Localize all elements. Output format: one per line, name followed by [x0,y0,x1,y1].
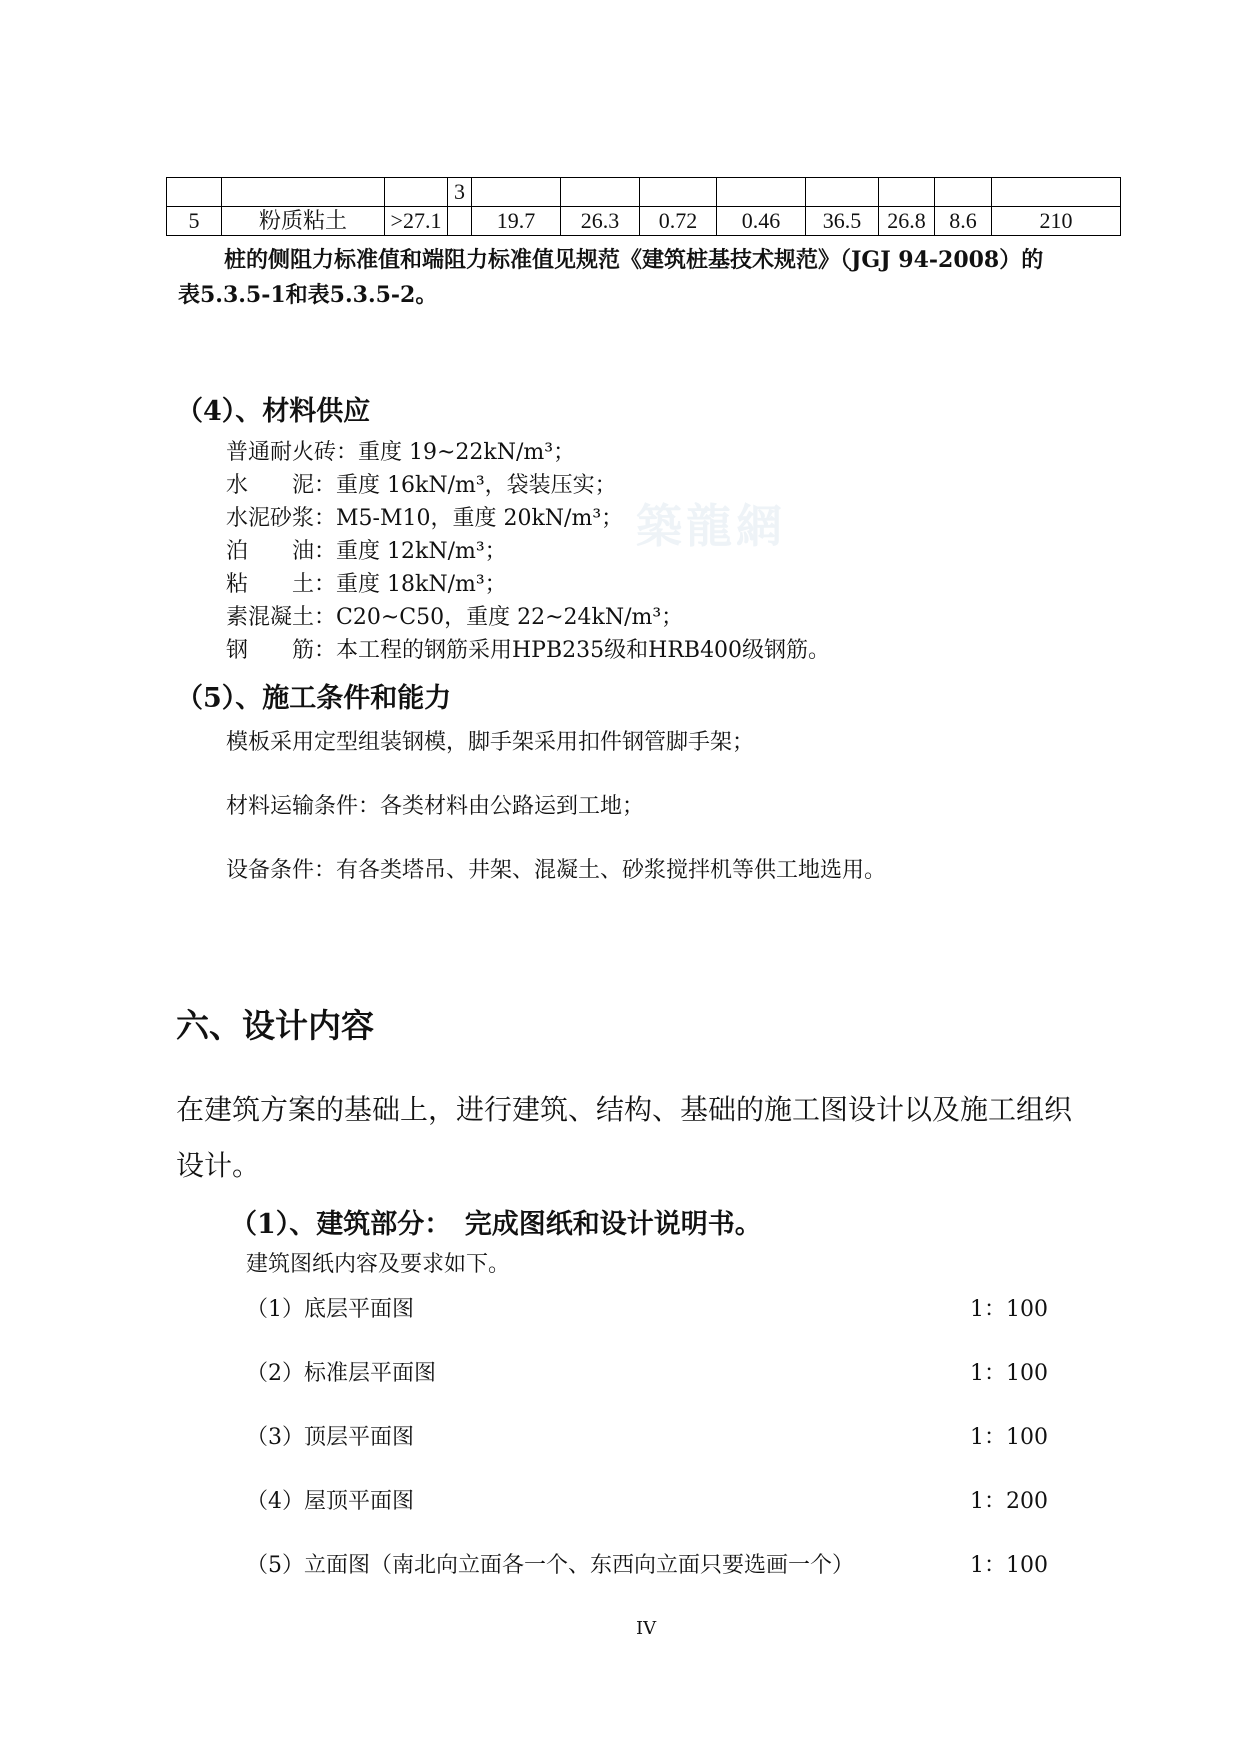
material-item: 水泥砂浆：M5-M10，重度 20kN/m³； [226,506,624,531]
table-cell [992,178,1121,207]
table-cell [717,178,806,207]
table-cell [561,178,640,207]
drawing-item: （3）顶层平面图 [246,1425,414,1450]
drawing-scale: 1：100 [970,1425,1048,1450]
table-cell [879,178,935,207]
construction-item: 设备条件：有各类塔吊、井架、混凝土、砂浆搅拌机等供工地选用。 [226,858,887,883]
materials-heading: （4）、材料供应 [176,396,371,427]
drawing-item: （2）标准层平面图 [246,1361,436,1386]
drawing-scale: 1：100 [970,1361,1048,1386]
drawing-scale: 1：100 [970,1297,1048,1322]
material-item: 普通耐火砖：重度 19~22kN/m³； [226,440,576,465]
design-intro-line1: 在建筑方案的基础上，进行建筑、结构、基础的施工图设计以及施工组织 [176,1093,1073,1126]
section-heading: 六、设计内容 [176,1006,374,1045]
table-cell: >27.1 [385,207,448,236]
table-cell: 26.8 [879,207,935,236]
table-cell [385,178,448,207]
pile-note-line2: 表5.3.5-1和表5.3.5-2。 [178,282,438,308]
table-row [167,207,1121,236]
table-cell: 210 [992,207,1121,236]
material-item: 钢 筋：本工程的钢筋采用HPB235级和HRB400级钢筋。 [226,638,831,663]
table-cell [806,178,879,207]
soil-properties-table [166,177,1121,236]
table-cell [640,178,717,207]
drawing-item: （4）屋顶平面图 [246,1489,414,1514]
pile-note-line1: 桩的侧阻力标准值和端阻力标准值见规范《建筑桩基技术规范》（JGJ 94-2008）的 [224,247,1044,273]
architecture-heading: （1）、建筑部分： 完成图纸和设计说明书。 [230,1209,762,1240]
table-cell [222,178,385,207]
table-cell: 0.46 [717,207,806,236]
construction-item: 模板采用定型组装钢模，脚手架采用扣件钢管脚手架； [226,730,755,755]
drawing-item: （5）立面图（南北向立面各一个、东西向立面只要选画一个） [246,1553,854,1578]
construction-item: 材料运输条件：各类材料由公路运到工地； [226,794,645,819]
table-cell: 26.3 [561,207,640,236]
watermark: 築龍網 [636,499,786,553]
material-item: 水 泥：重度 16kN/m³，袋装压实； [226,473,617,498]
table-cell [448,207,472,236]
drawing-scale: 1：200 [970,1489,1048,1514]
table-cell [167,178,222,207]
table-row [167,178,1121,207]
architecture-intro: 建筑图纸内容及要求如下。 [246,1252,511,1277]
table-cell: 粉质粘土 [222,207,385,236]
construction-heading: （5）、施工条件和能力 [176,683,452,714]
material-item: 素混凝土：C20~C50，重度 22~24kN/m³； [226,605,684,630]
page-number: IV [636,1618,657,1639]
design-intro-line2: 设计。 [176,1149,261,1182]
material-item: 粘 土：重度 18kN/m³； [226,572,507,597]
table-cell: 36.5 [806,207,879,236]
table-cell: 19.7 [472,207,561,236]
drawing-item: （1）底层平面图 [246,1297,414,1322]
table-cell: 5 [167,207,222,236]
table-cell [472,178,561,207]
table-cell: 3 [448,178,472,207]
material-item: 泊 油：重度 12kN/m³； [226,539,507,564]
table-cell: 0.72 [640,207,717,236]
drawing-scale: 1：100 [970,1553,1048,1578]
table-cell [935,178,992,207]
table-cell: 8.6 [935,207,992,236]
